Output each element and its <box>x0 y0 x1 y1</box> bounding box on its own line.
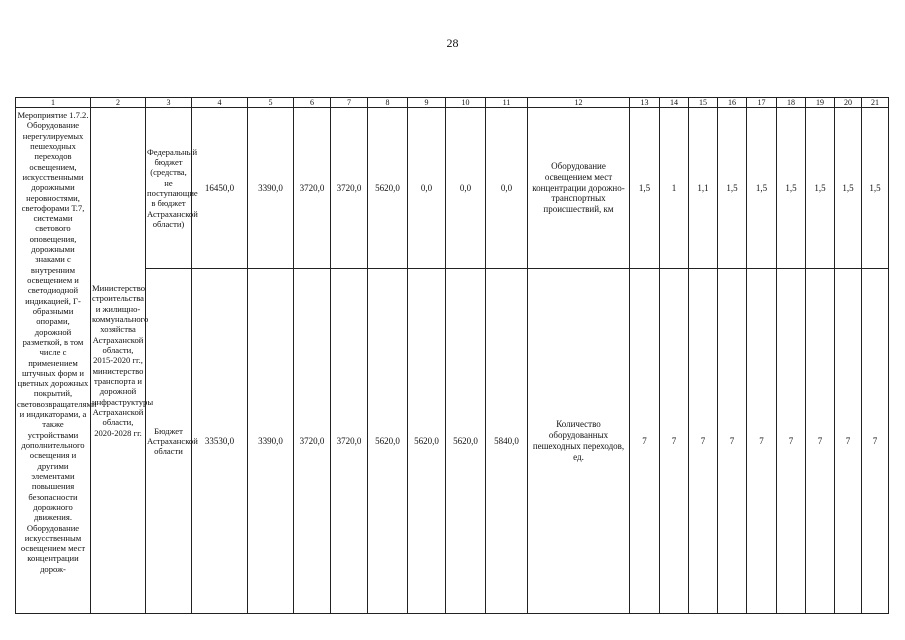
column-number: 11 <box>486 98 528 108</box>
target-value: 1,5 <box>862 108 889 269</box>
target-value: 7 <box>630 269 660 614</box>
target-value: 7 <box>747 269 777 614</box>
column-number: 15 <box>689 98 718 108</box>
funding-value: 5620,0 <box>408 269 446 614</box>
target-value: 7 <box>835 269 862 614</box>
funding-value: 0,0 <box>446 108 486 269</box>
target-value: 1,5 <box>835 108 862 269</box>
column-number: 2 <box>91 98 146 108</box>
funding-source: Бюджет Астраханской области <box>146 269 192 614</box>
funding-value: 3720,0 <box>331 269 368 614</box>
column-number: 16 <box>718 98 747 108</box>
column-number: 17 <box>747 98 777 108</box>
column-number: 9 <box>408 98 446 108</box>
funding-source: Федеральный бюджет (средства, не поступающие в бюджет Астраханской области) <box>146 108 192 269</box>
target-value: 7 <box>660 269 689 614</box>
measure-description: Мероприятие 1.7.2. Оборудование нерегулируемых пешеходных переходов освещением, искусственными дорожными неровностями, светофорами Т.7, системами светового оповещения, дорожными знаками с внутренним освещением и светодиодной индикацией, Г-образными опорами, дорожной разметкой, в том числе с применением штучных форм и цветных дорожных покрытий, световозвращателями и индикаторами, а также устройствами дополнительного освещения и другими элементами повышения безопасности дорожного движения. Оборудование искусственным освещением мест концентрации дорож- <box>16 108 91 614</box>
target-value: 7 <box>777 269 806 614</box>
target-value: 7 <box>718 269 747 614</box>
funding-value: 5840,0 <box>486 269 528 614</box>
funding-value: 0,0 <box>408 108 446 269</box>
column-number: 13 <box>630 98 660 108</box>
indicator-name: Оборудование освещением мест концентрации дорожно-транспортных происшествий, км <box>528 108 630 269</box>
column-number: 18 <box>777 98 806 108</box>
target-value: 1,5 <box>806 108 835 269</box>
funding-value: 5620,0 <box>446 269 486 614</box>
target-value: 1 <box>660 108 689 269</box>
column-number: 10 <box>446 98 486 108</box>
column-number: 5 <box>248 98 294 108</box>
funding-value: 3720,0 <box>294 108 331 269</box>
target-value: 1,5 <box>718 108 747 269</box>
table-row <box>16 108 889 269</box>
funding-value: 16450,0 <box>192 108 248 269</box>
executor-cell: Министерство строительства и жилищно-коммунального хозяйства Астраханской области, 2015-2020 гг., министерство транспорта и дорожной инфраструктуры Астраханской области, 2020-2028 гг. <box>91 108 146 614</box>
target-value: 7 <box>689 269 718 614</box>
indicator-name: Количество оборудованных пешеходных переходов, ед. <box>528 269 630 614</box>
funding-value: 3720,0 <box>331 108 368 269</box>
column-number: 14 <box>660 98 689 108</box>
funding-value: 33530,0 <box>192 269 248 614</box>
funding-value: 0,0 <box>486 108 528 269</box>
program-table <box>15 97 889 614</box>
column-number: 7 <box>331 98 368 108</box>
column-number: 21 <box>862 98 889 108</box>
target-value: 1,5 <box>747 108 777 269</box>
column-number: 6 <box>294 98 331 108</box>
funding-value: 5620,0 <box>368 269 408 614</box>
column-number: 8 <box>368 98 408 108</box>
target-value: 7 <box>862 269 889 614</box>
target-value: 7 <box>806 269 835 614</box>
target-value: 1,1 <box>689 108 718 269</box>
column-number: 1 <box>16 98 91 108</box>
target-value: 1,5 <box>777 108 806 269</box>
column-number: 12 <box>528 98 630 108</box>
column-number-row <box>16 98 889 108</box>
column-number: 3 <box>146 98 192 108</box>
column-number: 19 <box>806 98 835 108</box>
target-value: 1,5 <box>630 108 660 269</box>
funding-value: 3390,0 <box>248 269 294 614</box>
funding-value: 5620,0 <box>368 108 408 269</box>
column-number: 4 <box>192 98 248 108</box>
funding-value: 3390,0 <box>248 108 294 269</box>
column-number: 20 <box>835 98 862 108</box>
funding-value: 3720,0 <box>294 269 331 614</box>
page-number: 28 <box>446 36 459 50</box>
